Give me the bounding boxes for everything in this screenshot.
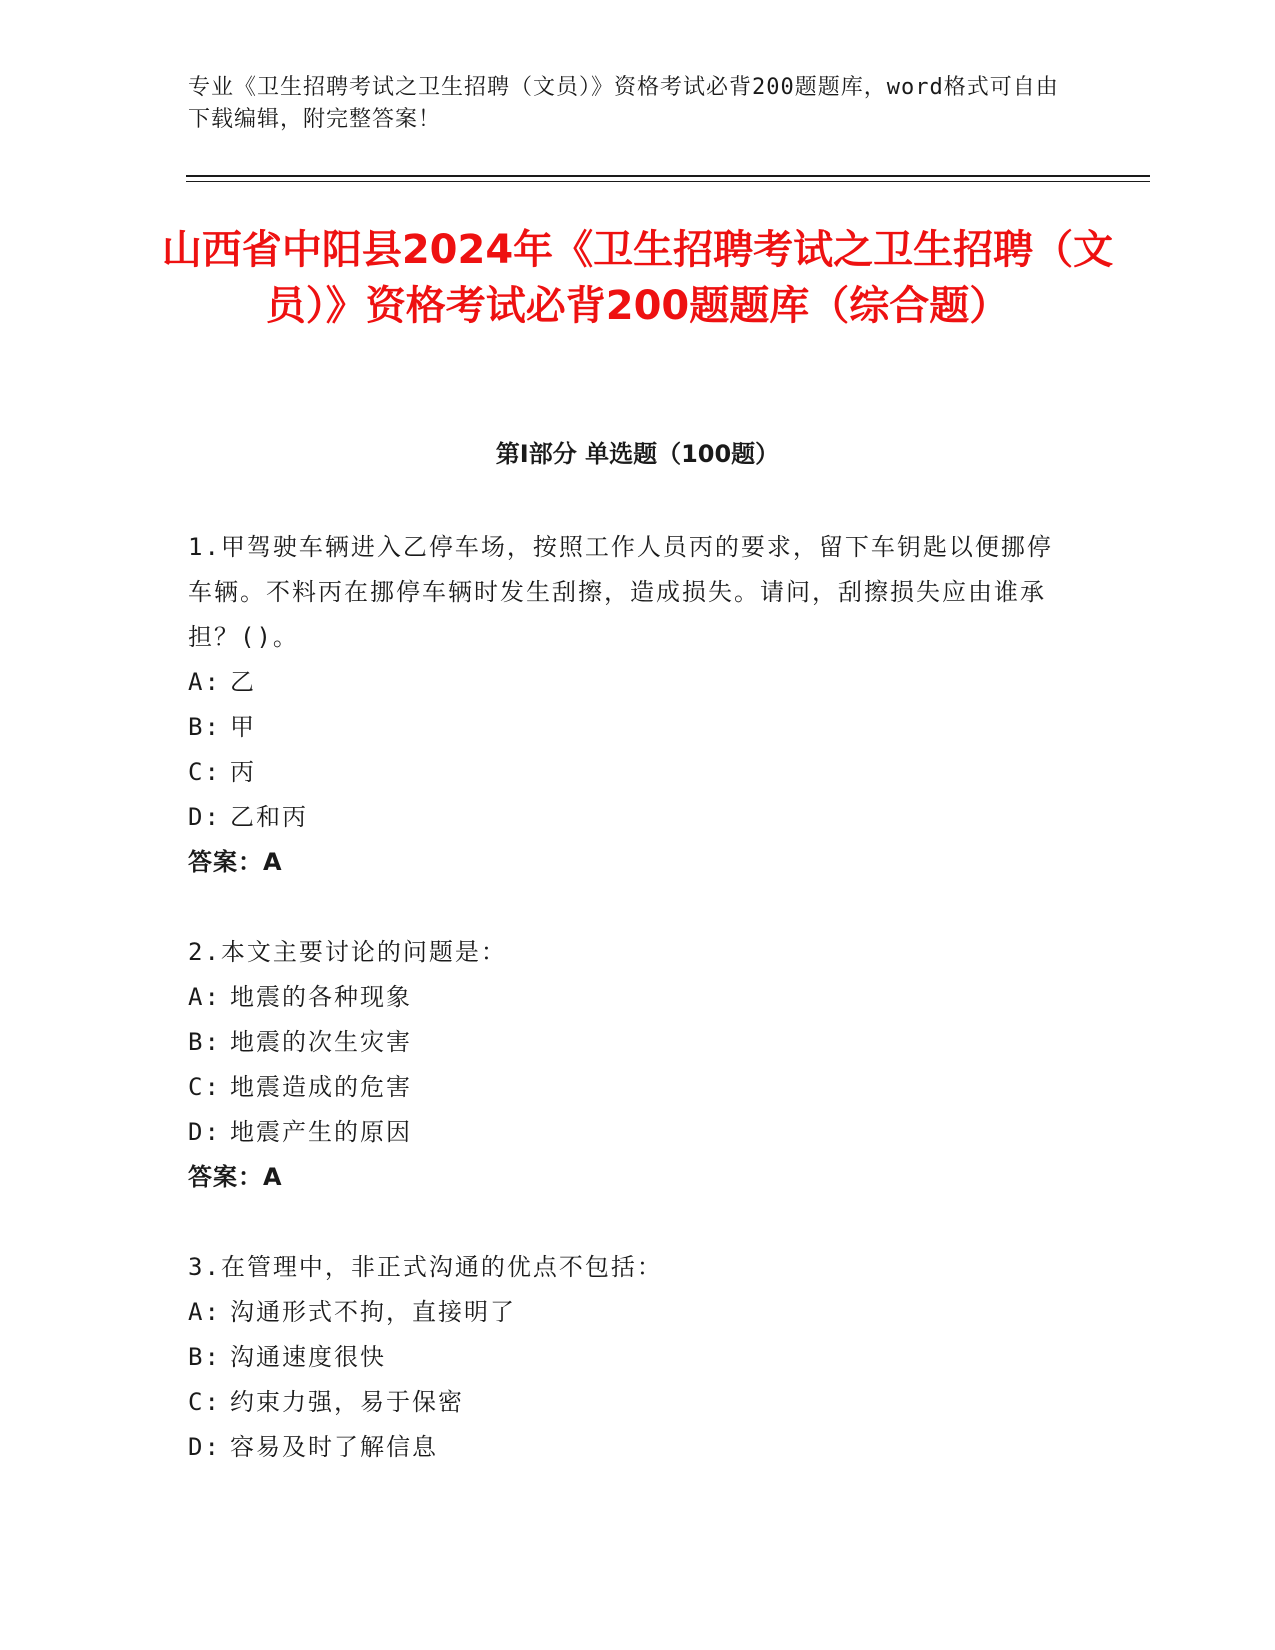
option-letter: C:: [188, 758, 221, 786]
question-list: [188, 525, 1068, 1515]
option-c: [188, 1380, 1068, 1425]
option-b: [188, 1020, 1068, 1065]
option-letter: D:: [188, 803, 221, 831]
option-letter: B:: [188, 713, 221, 741]
question-2: [188, 930, 1068, 1200]
document-title: 山西省中阳县2024年《卫生招聘考试之卫生招聘（文员）》资格考试必背200题题库（综合题）: [161, 227, 1114, 329]
header-divider-thick: [186, 175, 1150, 177]
question-stem: 3.在管理中，非正式沟通的优点不包括：: [188, 1253, 663, 1281]
option-c: [188, 1065, 1068, 1110]
option-d: [188, 795, 1068, 840]
answer-line: 答案：A: [188, 1163, 283, 1191]
option-text: 沟通形式不拘，直接明了: [230, 1298, 516, 1326]
option-b: [188, 1335, 1068, 1380]
option-text: 丙: [230, 758, 256, 786]
header-divider-thin: [186, 181, 1150, 182]
question-stem: 2.本文主要讨论的问题是：: [188, 938, 507, 966]
option-text: 甲: [230, 713, 256, 741]
option-text: 地震产生的原因: [230, 1118, 412, 1146]
option-letter: C:: [188, 1073, 221, 1101]
option-text: 容易及时了解信息: [230, 1433, 438, 1461]
option-text: 地震的各种现象: [230, 983, 412, 1011]
header-note: 专业《卫生招聘考试之卫生招聘（文员）》资格考试必背200题题库，word格式可自由下载编辑，附完整答案！: [188, 75, 1059, 132]
option-b: [188, 705, 1068, 750]
option-text: 地震的次生灾害: [230, 1028, 412, 1056]
option-text: 乙和丙: [230, 803, 308, 831]
option-a: [188, 660, 1068, 705]
option-letter: A:: [188, 1298, 221, 1326]
option-text: 乙: [230, 668, 256, 696]
option-text: 地震造成的危害: [230, 1073, 412, 1101]
option-text: 沟通速度很快: [230, 1343, 386, 1371]
question-3: [188, 1245, 1068, 1470]
option-letter: A:: [188, 983, 221, 1011]
option-d: [188, 1425, 1068, 1470]
answer-line: 答案：A: [188, 848, 283, 876]
section-heading: 第I部分 单选题（100题）: [495, 440, 780, 468]
option-letter: D:: [188, 1118, 221, 1146]
option-letter: B:: [188, 1028, 221, 1056]
option-letter: A:: [188, 668, 221, 696]
option-letter: D:: [188, 1433, 221, 1461]
option-letter: C:: [188, 1388, 221, 1416]
option-c: [188, 750, 1068, 795]
option-letter: B:: [188, 1343, 221, 1371]
option-d: [188, 1110, 1068, 1155]
option-text: 约束力强，易于保密: [230, 1388, 464, 1416]
question-1: [188, 525, 1068, 885]
option-a: [188, 1290, 1068, 1335]
option-a: [188, 975, 1068, 1020]
question-stem: 1.甲驾驶车辆进入乙停车场，按照工作人员丙的要求，留下车钥匙以便挪停车辆。不料丙在挪停车辆时发生刮擦，造成损失。请问，刮擦损失应由谁承担？()。: [188, 533, 1053, 651]
